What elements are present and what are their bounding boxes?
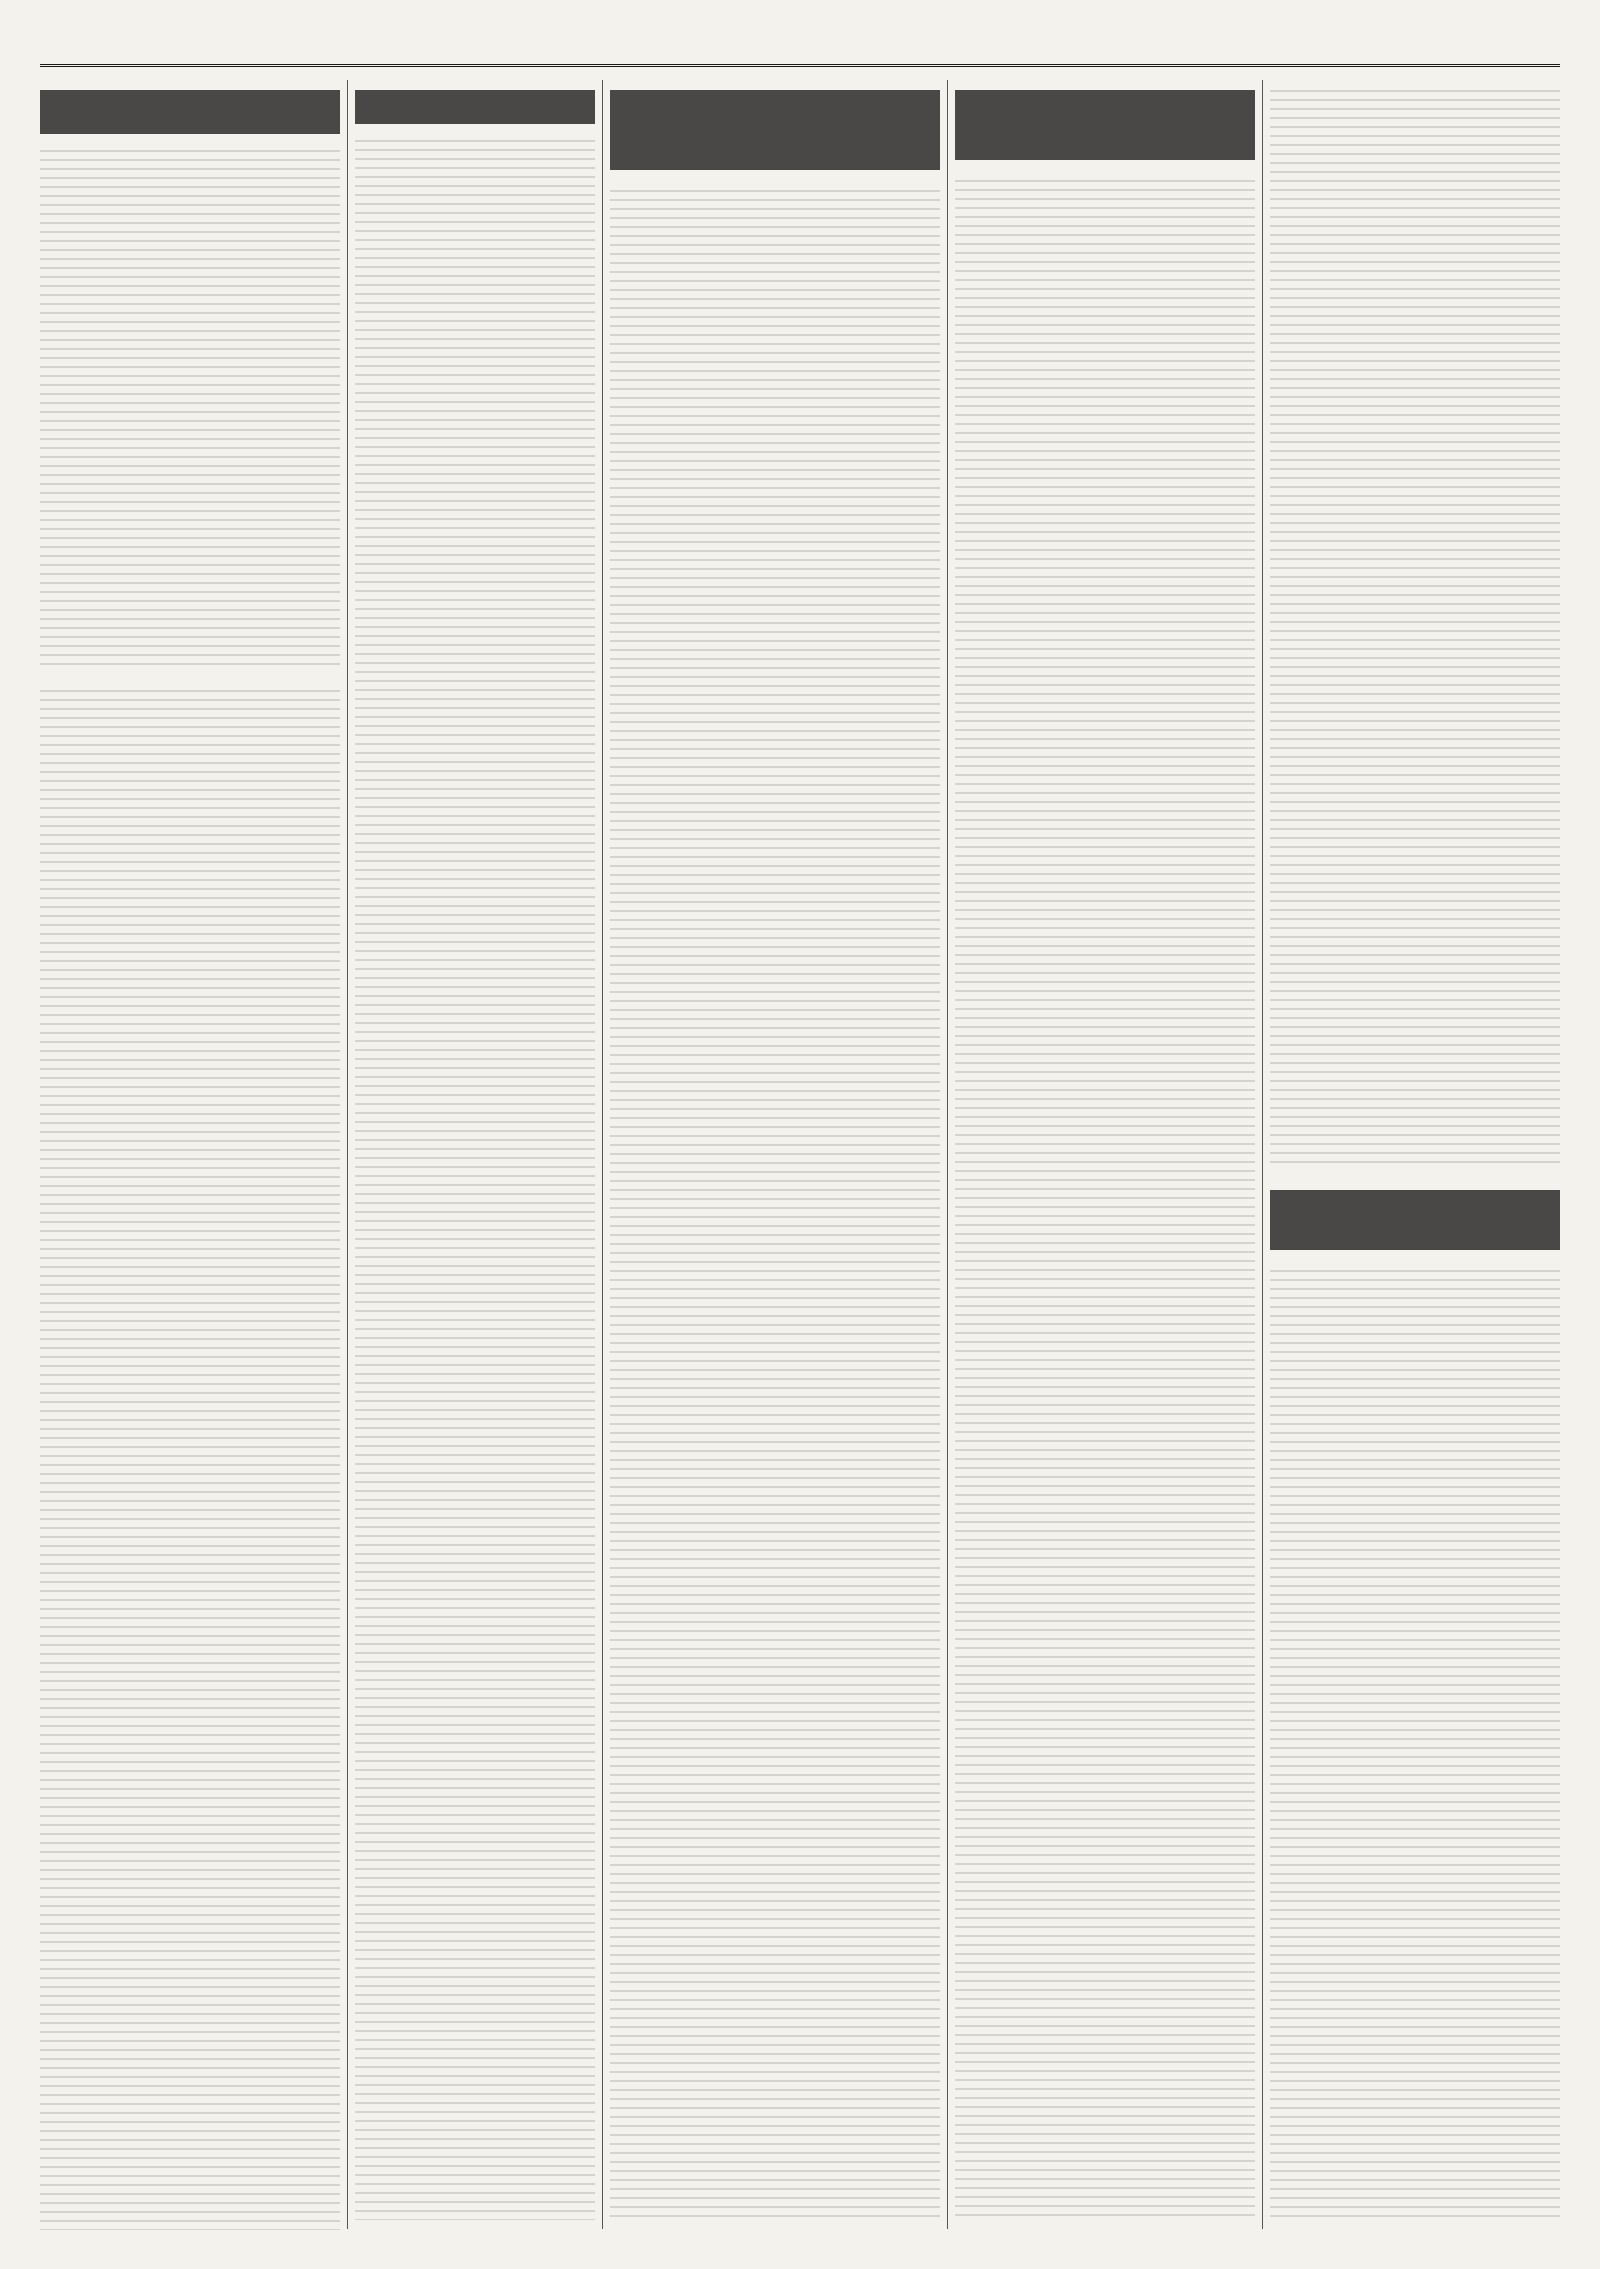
column-divider bbox=[347, 80, 348, 2229]
column-divider bbox=[947, 80, 948, 2229]
column-divider bbox=[602, 80, 603, 2229]
headline-block bbox=[955, 90, 1255, 160]
section-heading-block bbox=[40, 90, 340, 134]
headline-block bbox=[355, 90, 595, 124]
text-block bbox=[955, 180, 1255, 2220]
text-block bbox=[40, 690, 340, 2230]
text-block bbox=[610, 190, 940, 2220]
headline-block bbox=[610, 90, 940, 170]
masthead-rule bbox=[40, 24, 1560, 67]
column-1 bbox=[40, 80, 340, 2229]
text-block bbox=[1270, 90, 1560, 1170]
text-block bbox=[355, 140, 595, 2220]
column-divider bbox=[1262, 80, 1263, 2229]
table-block bbox=[40, 150, 340, 670]
column-5 bbox=[1270, 80, 1560, 2229]
column-4 bbox=[955, 80, 1255, 2229]
column-2 bbox=[355, 80, 595, 2229]
column-3 bbox=[610, 80, 940, 2229]
headline-block bbox=[1270, 1190, 1560, 1250]
text-block bbox=[1270, 1270, 1560, 2220]
